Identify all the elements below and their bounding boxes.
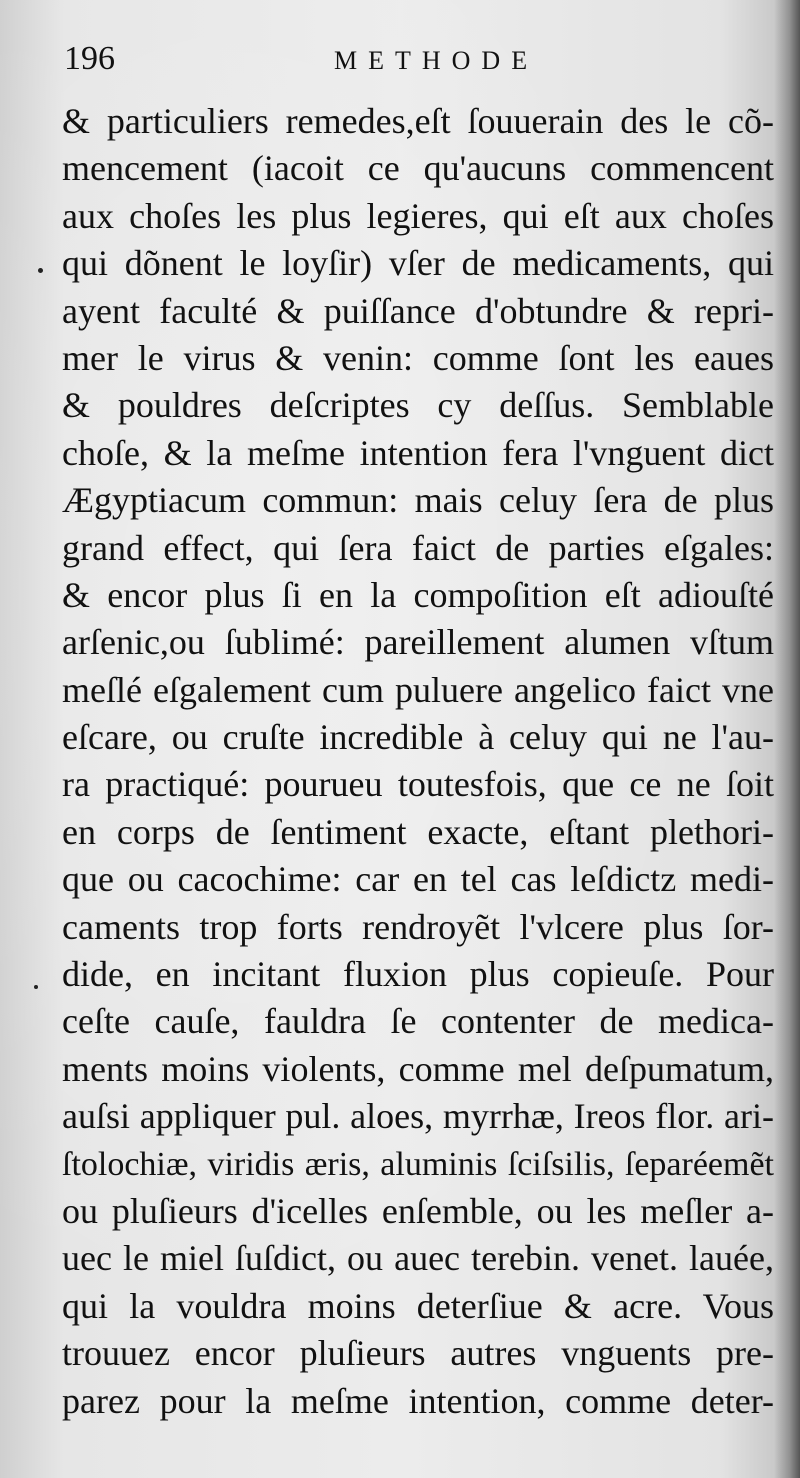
text-line: auſsi appliquer pul. aloes, myrrhæ, Ireos flor. ari- <box>62 1096 774 1137</box>
text-line: ſtolochiæ, viridis æris, aluminis ſciſsilis, ſeparéemẽt <box>62 1145 774 1183</box>
text-line: & encor plus ſi en la compoſition eſt adiouſté <box>62 574 774 615</box>
text-line: trouuez encor pluſieurs autres vnguents pre- <box>62 1333 774 1374</box>
text-line: que ou cacochime: car en tel cas leſdictz medi- <box>62 859 774 900</box>
text-line: choſe, & la meſme intention fera l'vnguent dict <box>62 432 774 473</box>
page-gutter-shadow <box>774 0 800 1478</box>
text-line: meſlé eſgalement cum puluere angelico faict vne <box>62 669 774 710</box>
text-line: ou pluſieurs d'icelles enſemble, ou les meſler a- <box>62 1190 774 1231</box>
page-header <box>64 40 764 84</box>
text-line: grand effect, qui ſera faict de parties eſgales: <box>62 527 774 568</box>
text-line: eſcare, ou cruſte incredible à celuy qui ne l'au- <box>62 717 774 758</box>
text-line: uec le miel ſuſdict, ou auec terebin. venet. lauée, <box>62 1238 774 1279</box>
text-line: caments trop forts rendroyẽt l'vlcere plus ſor- <box>62 906 774 947</box>
text-line: aux choſes les plus legieres, qui eſt aux choſes <box>62 195 774 236</box>
text-line: mencement (iacoit ce qu'aucuns commencent <box>62 148 774 189</box>
page-number: 196 <box>64 40 115 77</box>
body-text <box>62 98 774 1425</box>
text-line: en corps de ſentiment exacte, eſtant plethori- <box>62 811 774 852</box>
running-title: METHODE <box>334 46 539 75</box>
text-line: arſenic,ou ſublimé: pareillement alumen vſtum <box>62 622 774 663</box>
text-line: dide, en incitant fluxion plus copieuſe. Pour <box>62 954 774 995</box>
text-line: qui la vouldra moins deterſiue & acre. Vous <box>62 1285 774 1326</box>
text-line: Ægyptiacum commun: mais celuy ſera de plus <box>62 480 774 521</box>
text-line: mer le virus & venin: comme ſont les eaues <box>62 337 774 378</box>
text-line: ments moins violents, comme mel deſpumatum, <box>62 1048 774 1089</box>
text-line: ra practiqué: pourueu toutesfois, que ce ne ſoit <box>62 764 774 805</box>
text-line: parez pour la meſme intention, comme deter- <box>62 1380 774 1421</box>
text-line: ceſte cauſe, fauldra ſe contenter de medica- <box>62 1001 774 1042</box>
text-line: & pouldres deſcriptes cy deſſus. Semblable <box>62 385 774 426</box>
ink-speck <box>38 268 43 273</box>
text-line: & particuliers remedes,eſt ſouuerain des le cõ- <box>62 101 774 141</box>
text-line: qui dõnent le loyſir) vſer de medicaments, qui <box>62 243 774 284</box>
text-line: ayent faculté & puiſſance d'obtundre & repri- <box>62 290 774 331</box>
ink-speck <box>34 985 38 989</box>
